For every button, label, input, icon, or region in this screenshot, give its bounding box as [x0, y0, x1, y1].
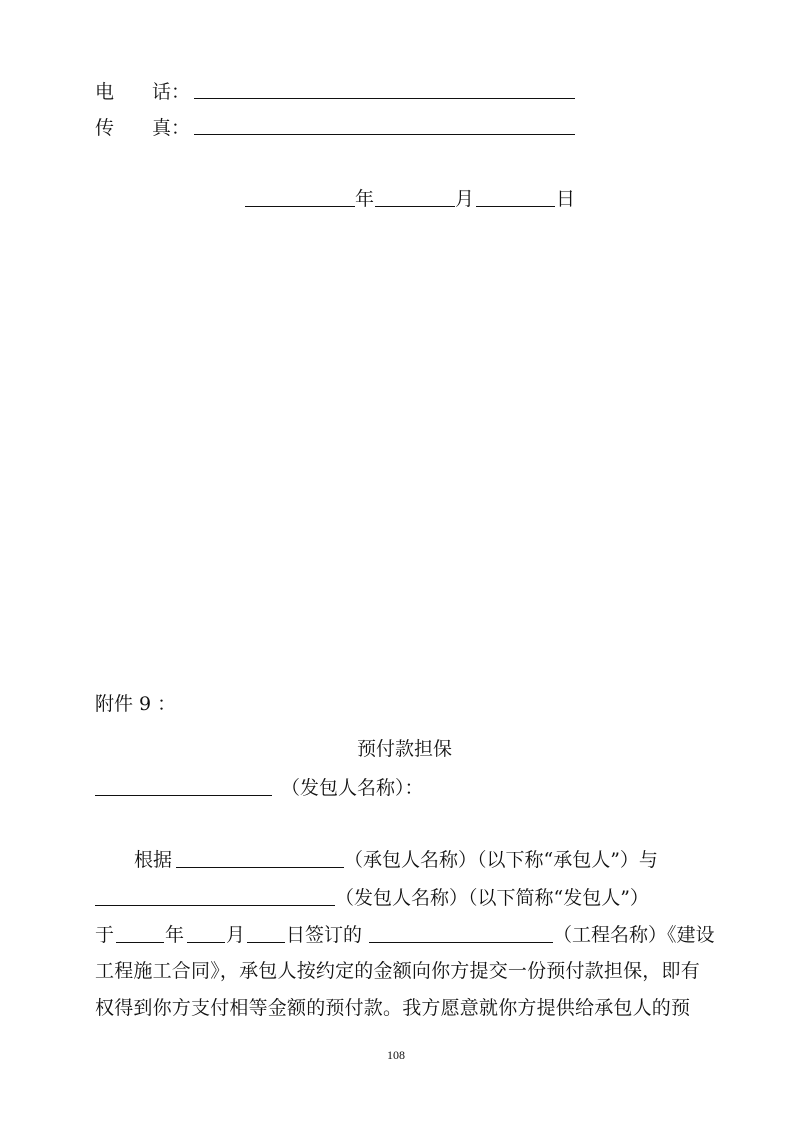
p1-prefix: 根据	[134, 849, 173, 871]
fax-label	[95, 116, 190, 140]
p3-yu: 于	[95, 924, 115, 946]
p3-month: 月	[226, 924, 246, 946]
year-blank[interactable]	[245, 206, 355, 207]
sign-month-blank[interactable]	[187, 942, 225, 943]
p5-text: 权得到你方支付相等金额的预付款。我方愿意就你方提供给承包人的预	[95, 997, 691, 1019]
attachment-label: 附件 9 ：	[95, 693, 177, 715]
fax-label-char-2: 真：	[152, 117, 191, 139]
p4-text: 工程施工合同》，承包人按约定的金额向你方提交一份预付款担保，即有	[95, 960, 700, 982]
fax-label-char-1: 传	[95, 117, 115, 139]
p2-employer-text: （发包人名称）（以下简称“发包人”）	[335, 887, 649, 909]
page-number: 108	[387, 1048, 405, 1062]
employer-name-blank[interactable]	[95, 905, 335, 906]
sign-year-blank[interactable]	[116, 942, 164, 943]
p1-contractor-text: （承包人名称）（以下称“承包人”）与	[344, 849, 658, 871]
month-blank[interactable]	[375, 206, 455, 207]
phone-label-char-1: 电	[95, 81, 115, 103]
guarantee-title: 预付款担保	[357, 738, 453, 760]
phone-label	[95, 80, 190, 104]
fax-blank[interactable]	[194, 134, 575, 135]
month-label: 月	[455, 188, 475, 210]
sign-day-blank[interactable]	[247, 942, 285, 943]
addressee-blank[interactable]	[95, 795, 272, 796]
p3-year: 年	[165, 924, 185, 946]
addressee-suffix: （发包人名称）：	[281, 777, 424, 799]
phone-label-char-2: 话：	[152, 81, 191, 103]
year-label: 年	[355, 188, 375, 210]
phone-blank[interactable]	[194, 98, 575, 99]
day-blank[interactable]	[476, 206, 555, 207]
contractor-name-blank[interactable]	[176, 867, 344, 868]
project-name-blank[interactable]	[369, 942, 553, 943]
p3-project-text: （工程名称）《建设	[553, 924, 715, 946]
day-label: 日	[556, 188, 576, 210]
p3-day: 日签订的	[286, 924, 363, 946]
